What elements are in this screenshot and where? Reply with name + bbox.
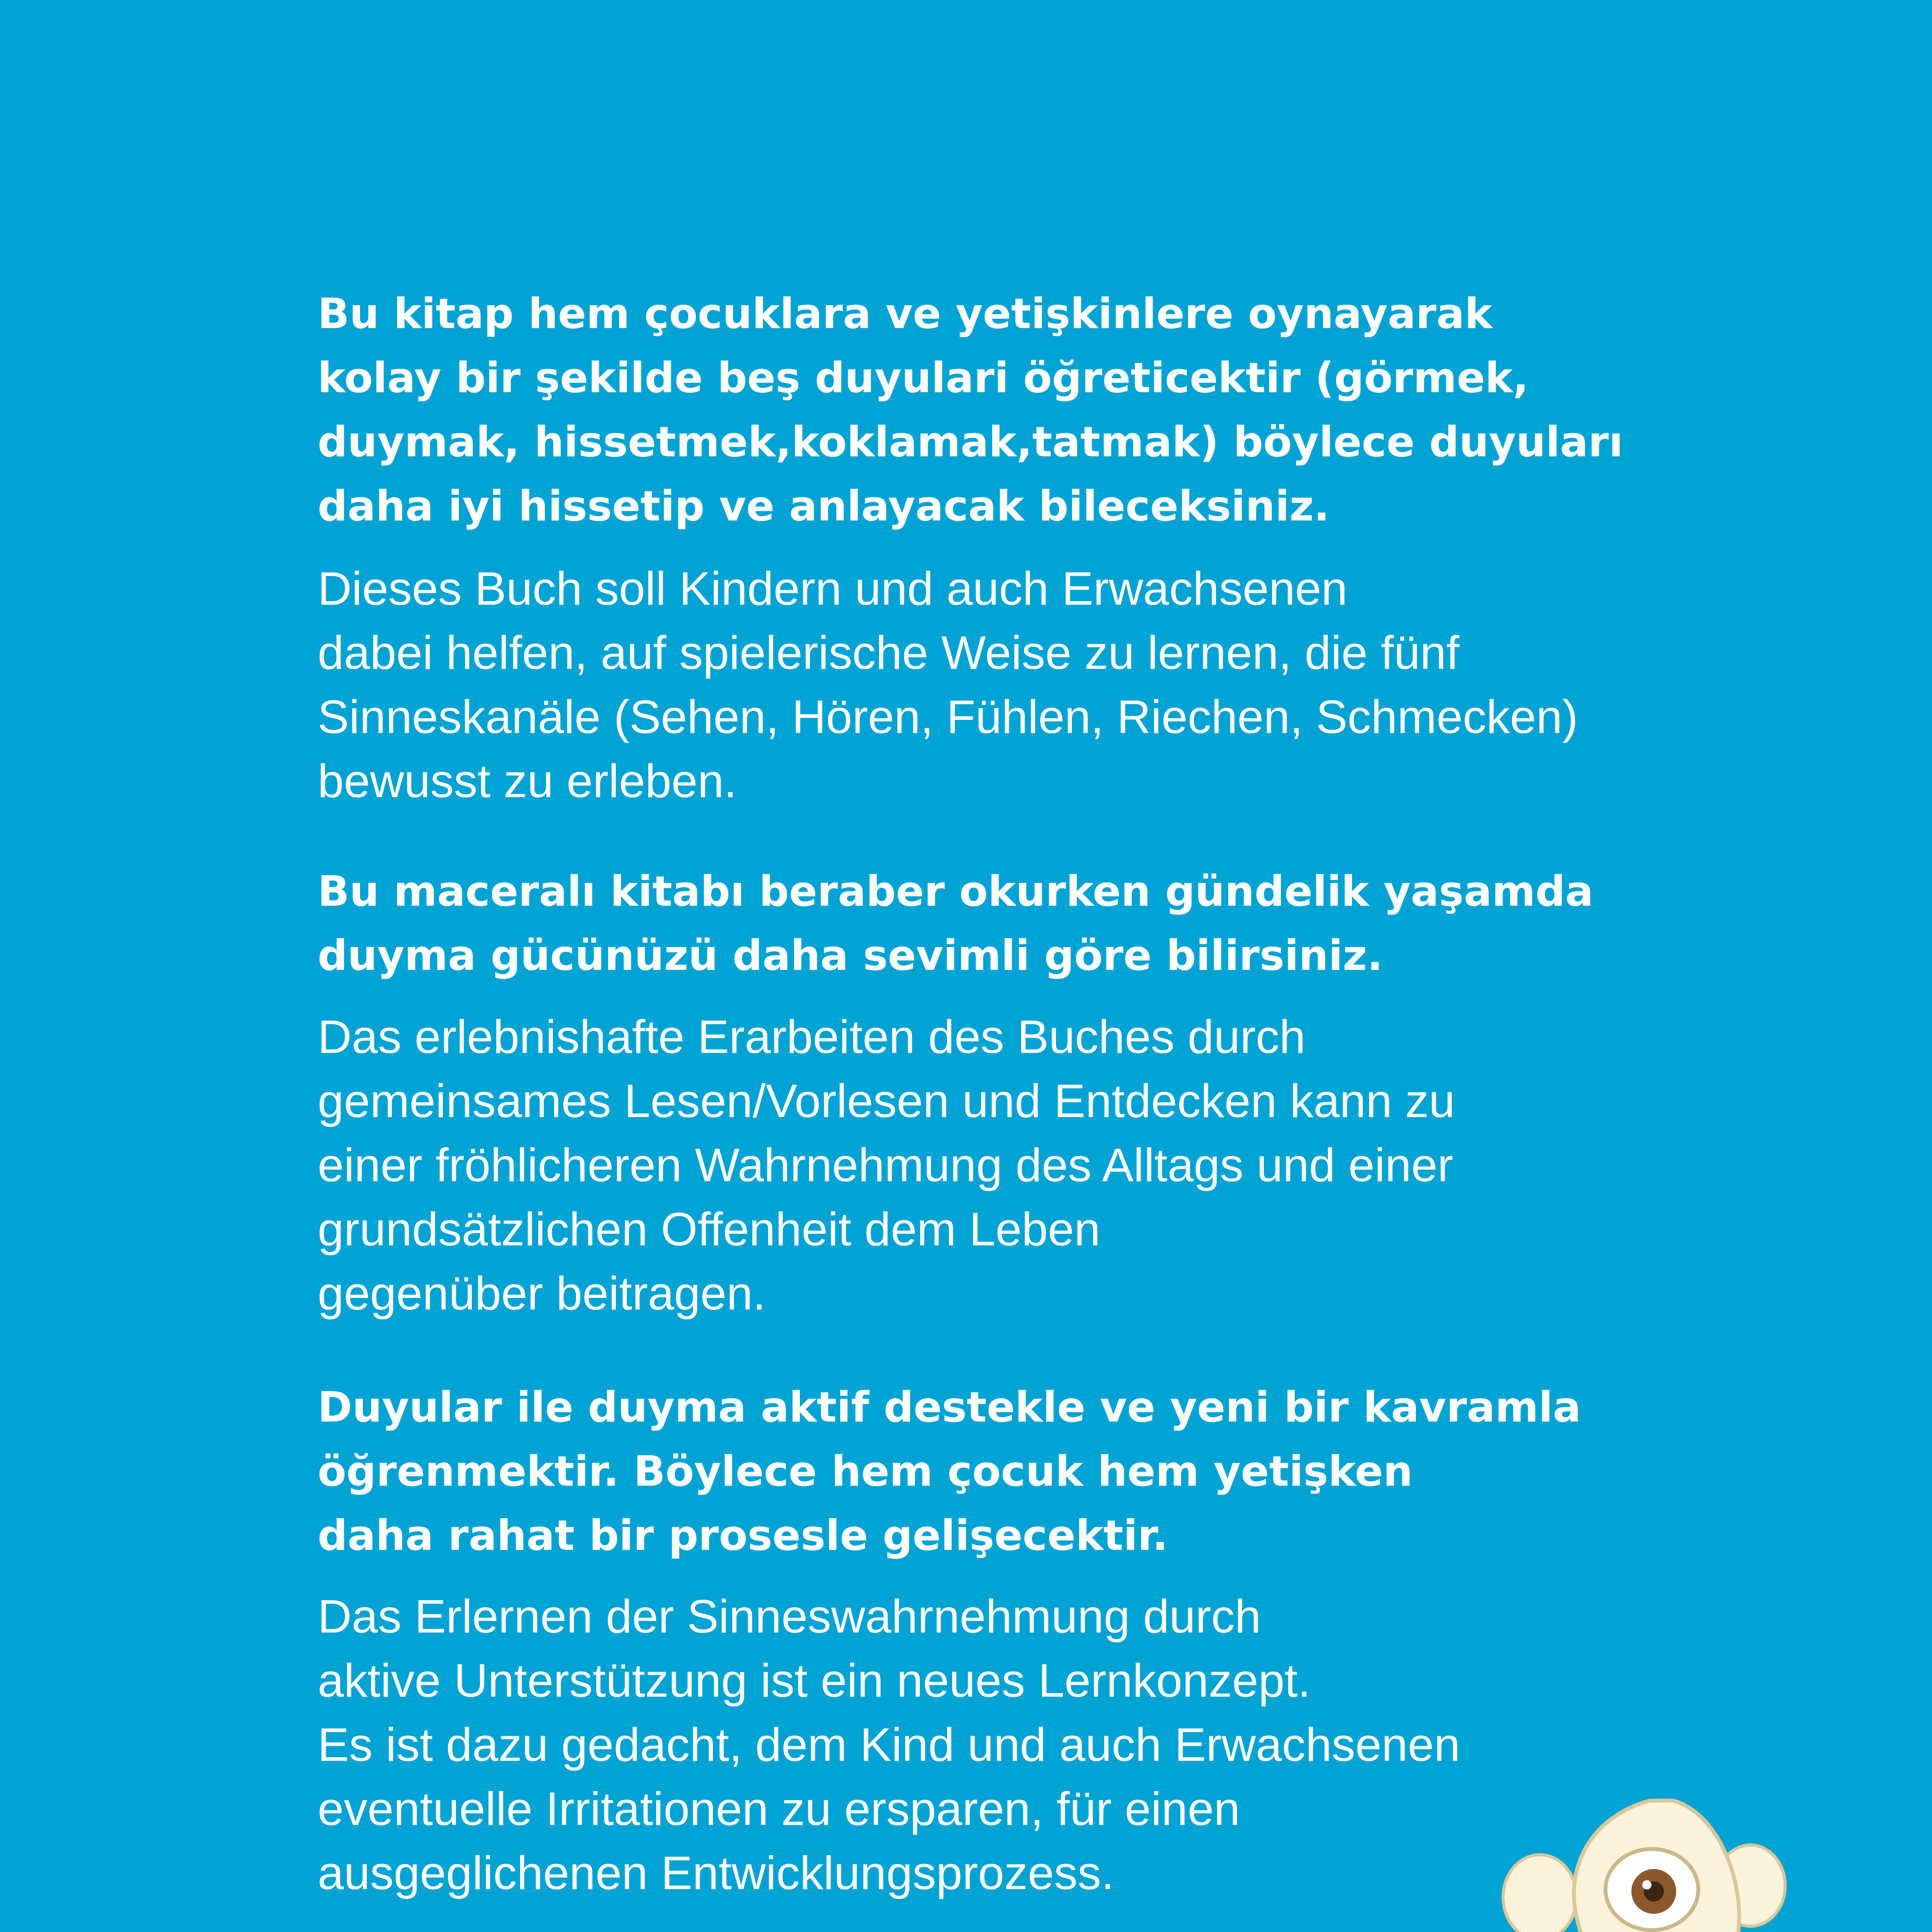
text-line: daha rahat bir prosesle gelişecektir. bbox=[318, 1512, 1168, 1560]
text-line: dabei helfen, auf spielerische Weise zu lernen, die fünf bbox=[318, 626, 1459, 679]
text-line: aktive Unterstützung ist ein neues Lernkonzept. bbox=[318, 1654, 1311, 1707]
text-line: duyma gücünüzü daha sevimli göre bilirsiniz. bbox=[318, 932, 1383, 980]
text-line: gemeinsames Lesen/Vorlesen und Entdecken kann zu bbox=[318, 1075, 1455, 1127]
text-line: Dieses Buch soll Kindern und auch Erwachsenen bbox=[318, 562, 1348, 615]
text-line: kolay bir şekilde beş duyulari öğreticektir (görmek, bbox=[318, 354, 1529, 402]
text-line: Bu maceralı kitabı beraber okurken gündelik yaşamda bbox=[318, 867, 1594, 916]
text-line: bewusst zu erleben. bbox=[318, 755, 737, 807]
text-line: daha iyi hissetip ve anlayacak bileceksiniz. bbox=[318, 482, 1330, 531]
text-line: Bu kitap hem çocuklara ve yetişkinlere oynayarak bbox=[318, 290, 1493, 338]
text-line: eventuelle Irritationen zu ersparen, für einen bbox=[318, 1782, 1240, 1835]
text-line: grundsätzlichen Offenheit dem Leben bbox=[318, 1203, 1100, 1255]
text-line: duymak, hissetmek,koklamak,tatmak) böylece duyuları bbox=[318, 418, 1623, 466]
text-line: öğrenmektir. Böylece hem çocuk hem yetişken bbox=[318, 1447, 1413, 1496]
text-line: Das erlebnishafte Erarbeiten des Buches durch bbox=[318, 1010, 1306, 1063]
text-line: Sinneskanäle (Sehen, Hören, Fühlen, Riechen, Schmecken) bbox=[318, 690, 1578, 743]
text-line: Es ist dazu gedacht, dem Kind und auch Erwachsenen bbox=[318, 1718, 1460, 1771]
text-line: Duyular ile duyma aktif destekle ve yeni bir kavramla bbox=[318, 1383, 1581, 1432]
text-line: Das Erlernen der Sinneswahrnehmung durch bbox=[318, 1590, 1261, 1643]
one-eyed-creature-illustration bbox=[1403, 1801, 1888, 1932]
text-line: einer fröhlicheren Wahrnehmung des Alltags und einer bbox=[318, 1139, 1453, 1191]
text-line: ausgeglichenen Entwicklungsprozess. bbox=[318, 1847, 1114, 1899]
text-line: gegenüber beitragen. bbox=[318, 1267, 766, 1320]
